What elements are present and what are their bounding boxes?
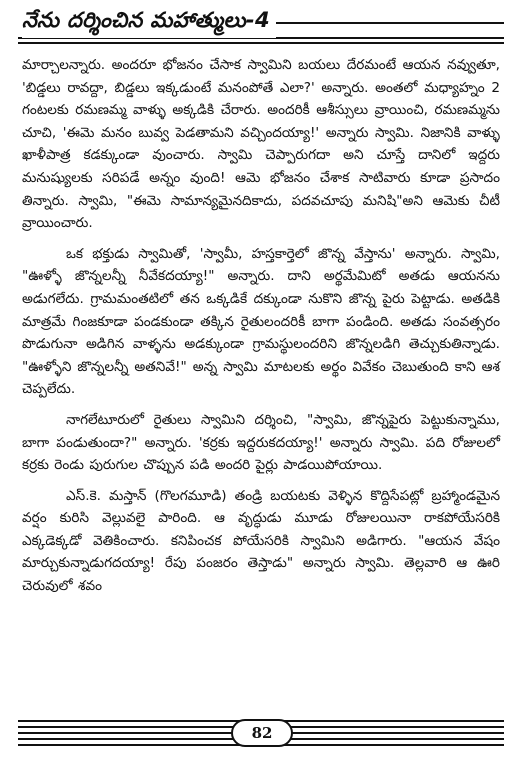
paragraph: ఎస్.కె. మస్తాన్ (గొలగమూడి) తండ్రి బయటకు వెళ్ళిన కొద్దిసేపట్లో బ్రహ్మాండమైన వర్షం కురిసి వెల్లువలై పారింది. ఆ వృద్ధుడు మూడు రోజులయినా రాకపోయేసరికి ఎక్కడెక్కడో వెతికించారు. కనిపించక పోయేసరికి స్వామిని అడిగారు. "ఆయన వేషం మార్చుకున్నాడుగదయ్యా! రేపు పంజరం తెస్తాడు" అన్నారు స్వామి. తెల్లవారి ఆ ఊరి చెరువులో శవం xyxy=(22,487,500,595)
header-rule-top xyxy=(258,22,504,24)
page-body xyxy=(22,54,500,606)
paragraph: ఒక భక్తుడు స్వామితో, 'స్వామీ, హస్తకార్తెలో జొన్న వేస్తాను' అన్నారు. స్వామి, "ఊళ్ళో జొన్నలన్నీ నీవేకదయ్యా!" అన్నారు. దాని అర్థమేమిటో అతడు ఆయనను అడుగలేదు. గ్రామమంతటిలో తన ఒక్కడికే దక్కుండా నుకొని జొన్న పైరు పెట్టాడు. అతడికి మాత్రమే గింజకూడా పండకుండా తక్కిన రైతులందరికీ బాగా పండింది. అతడు సంవత్సరం పొడుగునా అడిగిన వాళ్ళను అడక్కుండా గ్రామస్థులందరిని జొన్నలడిగి తెచ్చుకుతిన్నాడు. "ఊళ్ళోని జొన్నలన్నీ అతనివే!" అన్న స్వామి మాటలకు అర్థం వివేకం చెబుతుంది కాని ఆశ చెప్పలేదు. xyxy=(22,245,500,398)
page-number: 82 xyxy=(231,719,293,747)
paragraph-continued: మార్చాలన్నారు. అందరూ భోజనం చేసాక స్వామిని బయలు దేరమంటే ఆయన నవ్వుతూ, 'బిడ్డలు రావద్దా, బిడ్డలు ఇక్కడుంటే మనంపోతే ఎలా?' అన్నారు. అంతలో మధ్యాహ్నం 2 గంటలకు రమణమ్మ వాళ్ళు అక్కడికి చేరారు. అందరికీ ఆశీస్సులు వ్రాయించి, రమణమ్మను చూచి, 'ఈమె మనం బువ్వ పెడతామని వచ్చిందయ్యా!' అన్నారు స్వామి. నిజానికి వాళ్ళు ఖాళీపాత్ర కడక్కుండా వుంచారు. స్వామి చెప్పారుగదా అని చూస్తే దానిలో ఇద్దరు మనుష్యులకు సరిపడే అన్నం వుంది! ఆమె భోజనం చేశాక సాటివారు కూడా ప్రసాదం తిన్నారు. స్వామి, "ఈమె సామాన్యమైనదికాదు, పదవచూపు మనిషి"అని ఆమెకు చీటీ వ్రాయించారు. xyxy=(22,57,500,232)
running-title: నేను దర్శించిన మహాత్ములు-4 xyxy=(22,8,276,38)
page-footer xyxy=(18,716,504,748)
page-header xyxy=(18,6,504,46)
header-rule-double xyxy=(18,42,504,44)
paragraph: నాగలేటూరులో రైతులు స్వామిని దర్శించి, "స్వామి, జొన్నపైరు పెట్టుకున్నాము, బాగా పండుతుందా?" అన్నారు. 'కర్రకు ఇద్దరుకదయ్యా!' అన్నారు స్వామి. పది రోజులలో కర్రకు రెండు పురుగుల చొప్పున పడి అందరి పైర్లు పాడయిపోయాయి. xyxy=(22,411,500,474)
